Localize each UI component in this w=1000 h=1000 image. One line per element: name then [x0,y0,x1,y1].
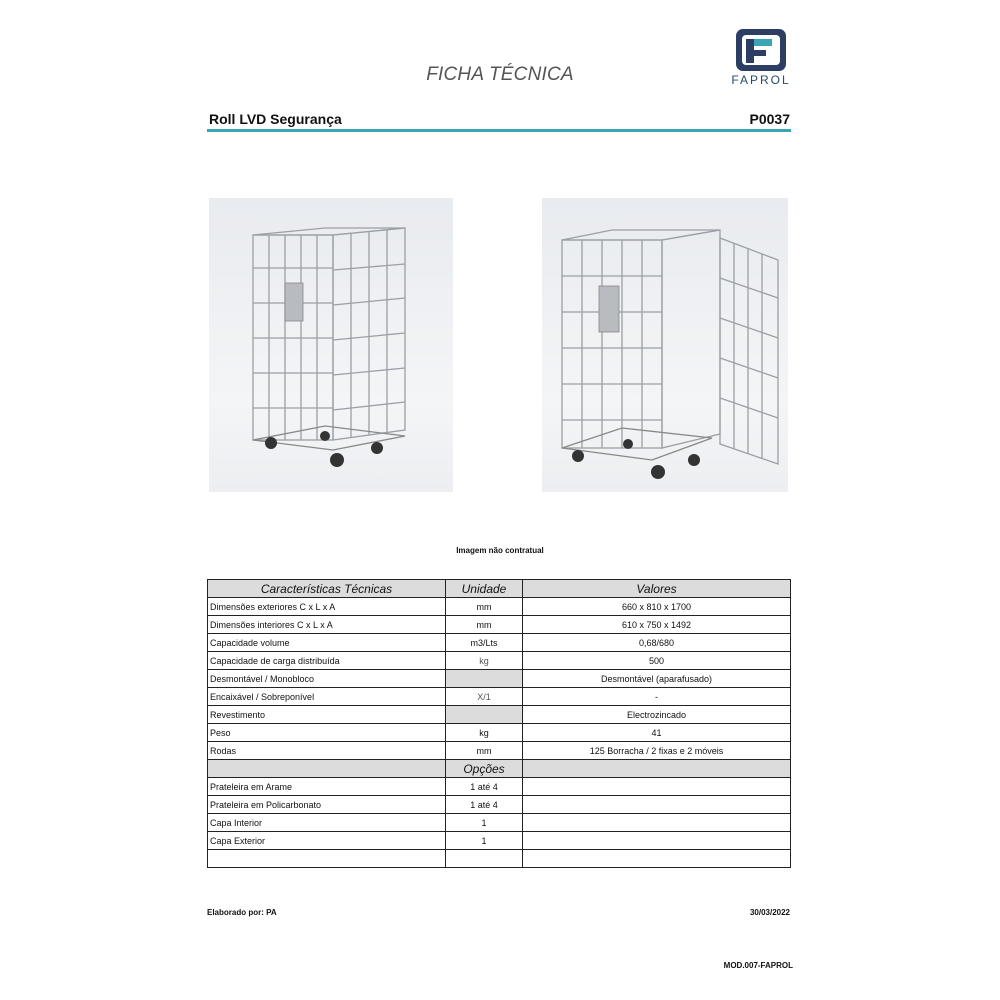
spec-value: Desmontável (aparafusado) [523,670,791,688]
option-name: Prateleira em Policarbonato [208,796,446,814]
spec-unit: X/1 [446,688,523,706]
product-code: P0037 [749,111,790,127]
spec-value: 500 [523,652,791,670]
spec-value: 0,68/680 [523,634,791,652]
header-divider [207,129,791,132]
table-header-row [208,580,791,598]
spec-value: Electrozincado [523,706,791,724]
table-row [208,742,791,760]
option-row [208,778,791,796]
product-image-closed [209,198,453,492]
option-value [523,796,791,814]
spec-table [207,579,791,868]
option-qty: 1 até 4 [446,796,523,814]
option-name: Prateleira em Arame [208,778,446,796]
table-row [208,652,791,670]
wire-cage-trolley-open-icon [542,198,788,492]
option-qty: 1 [446,814,523,832]
prepared-by: Elaborado por: PA [207,908,277,917]
spec-name: Revestimento [208,706,446,724]
column-header: Características Técnicas [208,580,446,598]
spec-value: 41 [523,724,791,742]
spec-unit: mm [446,742,523,760]
spec-unit: kg [446,724,523,742]
document-date: 30/03/2022 [749,908,790,917]
table-row [208,616,791,634]
image-caption: Imagem não contratual [456,546,544,555]
product-name: Roll LVD Segurança [209,111,342,127]
option-qty [446,850,523,868]
table-row [208,634,791,652]
table-row [208,724,791,742]
option-value [523,778,791,796]
spec-name: Dimensões exteriores C x L x A [208,598,446,616]
spec-value: 610 x 750 x 1492 [523,616,791,634]
spec-name: Rodas [208,742,446,760]
spec-unit [446,670,523,688]
page-title: FICHA TÉCNICA [426,64,574,85]
logo-text: FAPROL [731,73,791,87]
option-row [208,850,791,868]
spec-name: Capacidade volume [208,634,446,652]
options-header-row [208,760,791,778]
options-spacer [208,760,446,778]
option-value [523,814,791,832]
option-name [208,850,446,868]
model-code: MOD.007-FAPROL [723,961,793,970]
spec-unit: kg [446,652,523,670]
spec-name: Capacidade de carga distribuída [208,652,446,670]
option-row [208,796,791,814]
table-row [208,688,791,706]
spec-name: Desmontável / Monobloco [208,670,446,688]
option-name: Capa Exterior [208,832,446,850]
spec-unit: m3/Lts [446,634,523,652]
spec-value: - [523,688,791,706]
spec-value: 660 x 810 x 1700 [523,598,791,616]
spec-name: Peso [208,724,446,742]
option-name: Capa Interior [208,814,446,832]
spec-unit: mm [446,598,523,616]
table-row [208,670,791,688]
wire-cage-trolley-icon [209,198,453,492]
option-value [523,832,791,850]
options-label: Opções [446,760,523,778]
spec-name: Encaixável / Sobreponível [208,688,446,706]
product-image-open [542,198,788,492]
option-qty: 1 [446,832,523,850]
option-row [208,832,791,850]
table-row [208,706,791,724]
spec-value: 125 Borracha / 2 fixas e 2 móveis [523,742,791,760]
column-header: Valores [523,580,791,598]
spec-unit: mm [446,616,523,634]
options-spacer [523,760,791,778]
spec-name: Dimensões interiores C x L x A [208,616,446,634]
column-header: Unidade [446,580,523,598]
table-row [208,598,791,616]
option-row [208,814,791,832]
option-value [523,850,791,868]
spec-unit [446,706,523,724]
option-qty: 1 até 4 [446,778,523,796]
